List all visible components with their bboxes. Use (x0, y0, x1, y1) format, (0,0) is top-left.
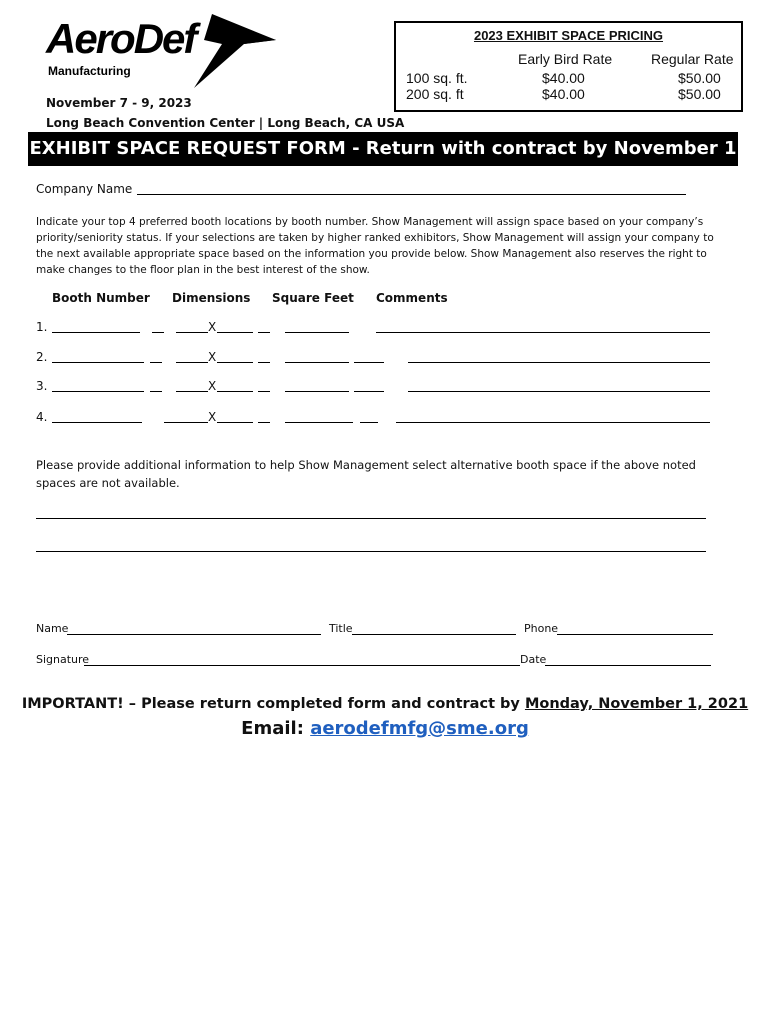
booth-number-field[interactable] (52, 422, 142, 423)
company-name-field[interactable] (137, 194, 686, 195)
email-line (0, 718, 770, 739)
important-notice (0, 696, 770, 712)
dimension-width-field[interactable] (164, 422, 208, 423)
dimension-depth-field[interactable] (217, 332, 253, 333)
phone-field[interactable] (557, 634, 713, 635)
title-label: Title (329, 622, 353, 635)
dimension-x: X (208, 410, 217, 424)
booth-number-field[interactable] (52, 332, 140, 333)
dimension-width-field[interactable] (176, 332, 208, 333)
pricing-col-regular: Regular Rate (651, 51, 734, 67)
comments-field[interactable] (408, 391, 710, 392)
square-feet-extra-field[interactable] (354, 362, 384, 363)
signature-label: Signature (36, 653, 90, 666)
signature-field[interactable] (84, 665, 520, 666)
alternative-info-text: Please provide additional information to help Show Management select alternative booth space if the above noted spaces are not available. (36, 458, 696, 490)
square-feet-extra-field[interactable] (360, 422, 378, 423)
dimension-extra-field[interactable] (258, 422, 270, 423)
company-name-label: Company Name (36, 182, 133, 196)
square-feet-field[interactable] (285, 362, 349, 363)
dimension-extra-field[interactable] (258, 391, 270, 392)
alternative-info-line-2[interactable] (36, 551, 706, 552)
square-feet-extra-field[interactable] (354, 391, 384, 392)
form-banner: EXHIBIT SPACE REQUEST FORM - Return with contract by November 1 (28, 132, 738, 166)
name-field[interactable] (67, 634, 321, 635)
event-date: November 7 - 9, 2023 (46, 96, 192, 110)
pricing-early-value: $40.00 (542, 70, 585, 86)
pricing-title: 2023 EXHIBIT SPACE PRICING (473, 28, 664, 43)
dimension-width-field[interactable] (176, 362, 208, 363)
comments-field[interactable] (396, 422, 710, 423)
pricing-regular-value: $50.00 (678, 70, 721, 86)
dimension-depth-field[interactable] (217, 422, 253, 423)
square-feet-field[interactable] (285, 391, 349, 392)
date-field[interactable] (545, 665, 711, 666)
col-booth-number: Booth Number (52, 291, 150, 305)
dimension-extra-field[interactable] (258, 332, 270, 333)
dimension-depth-field[interactable] (217, 391, 253, 392)
col-comments: Comments (376, 291, 448, 305)
pricing-box (394, 21, 743, 112)
event-venue: Long Beach Convention Center | Long Beach, CA USA (46, 116, 405, 130)
instructions-text: Indicate your top 4 preferred booth locations by booth number. Show Management will assign space based on your company’s priority/seniority status. If your selections are taken by higher ranked exhibitors, Show Management will assign your company to the next available appropriate space based on the information you provide below. Show Management also reserves the right to make changes to the floor plan in the best interest of the show. (36, 216, 714, 276)
dimension-x: X (208, 350, 217, 364)
row-number: 4. (36, 410, 48, 424)
booth-extra-field[interactable] (150, 362, 162, 363)
dimension-width-field[interactable] (176, 391, 208, 392)
square-feet-field[interactable] (285, 332, 349, 333)
col-dimensions: Dimensions (172, 291, 251, 305)
alternative-info-line-1[interactable] (36, 518, 706, 519)
dimension-depth-field[interactable] (217, 362, 253, 363)
logo-name: AeroDef (46, 15, 196, 62)
title-field[interactable] (352, 634, 516, 635)
email-link[interactable]: aerodefmfg@sme.org (310, 718, 529, 739)
booth-number-field[interactable] (52, 391, 144, 392)
dimension-x: X (208, 379, 217, 393)
name-label: Name (36, 622, 69, 635)
email-label: Email: (241, 718, 311, 739)
phone-label: Phone (524, 622, 559, 635)
important-date: Monday, November 1, 2021 (524, 696, 749, 712)
pricing-col-early: Early Bird Rate (518, 51, 613, 67)
dimension-extra-field[interactable] (258, 362, 270, 363)
dimension-x: X (208, 320, 217, 334)
pricing-regular-value: $50.00 (678, 86, 721, 102)
important-prefix: IMPORTANT! – Please return completed form and contract by (21, 696, 525, 712)
row-number: 1. (36, 320, 48, 334)
booth-extra-field[interactable] (152, 332, 164, 333)
comments-field[interactable] (408, 362, 710, 363)
col-square-feet: Square Feet (272, 291, 354, 305)
comments-field[interactable] (376, 332, 710, 333)
booth-number-field[interactable] (52, 362, 144, 363)
booth-extra-field[interactable] (150, 391, 162, 392)
logo-subtitle: Manufacturing (48, 64, 131, 78)
pricing-size: 100 sq. ft. (406, 70, 468, 86)
row-number: 3. (36, 379, 48, 393)
date-label: Date (520, 653, 547, 666)
pricing-early-value: $40.00 (542, 86, 585, 102)
square-feet-field[interactable] (285, 422, 353, 423)
pricing-size: 200 sq. ft (406, 86, 464, 102)
row-number: 2. (36, 350, 48, 364)
